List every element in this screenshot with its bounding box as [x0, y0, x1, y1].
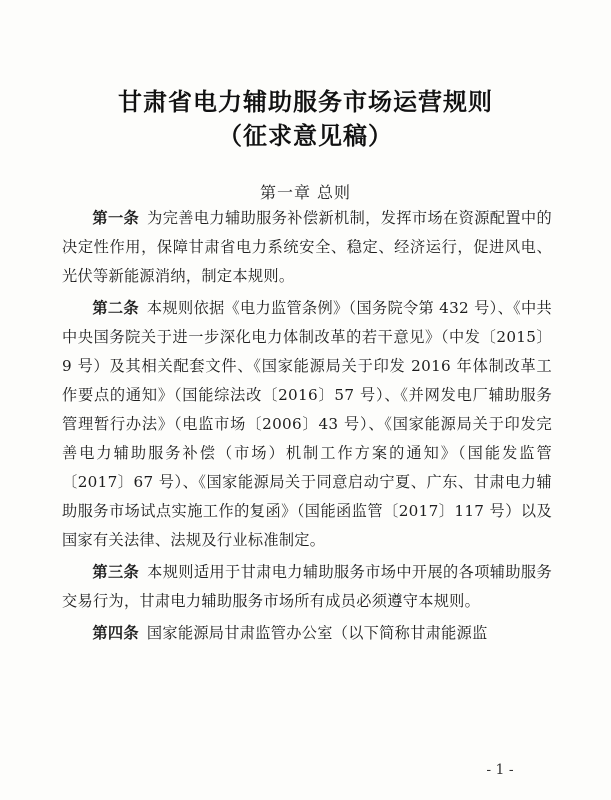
article-text: 为完善电力辅助服务补偿新机制，发挥市场在资源配置中的决定性作用，保障甘肃省电力系统安全、稳定、经济运行，促进风电、光伏等新能源消纳，制定本规则。: [62, 209, 552, 285]
article-2: [62, 294, 552, 555]
article-text: 本规则依据《电力监管条例》（国务院令第 432 号）、《中共中央国务院关于进一步深化电力体制改革的若干意见》（中发〔2015〕9 号）及其相关配套文件、《国家能源局关于印发 2016 年体制改革工作要点的通知》（国能综法改〔2016〕57 号）、《并网发电厂辅助服务管理暂行办法》（电监市场〔2006〕43 号）、《国家能源局关于印发完善电力辅助服务补偿（市场）机制工作方案的通知》（国能发监管〔2017〕67 号）、《国家能源局关于同意启动宁夏、广东、甘肃电力辅助服务市场试点实施工作的复函》（国能函监管〔2017〕117 号）以及国家有关法律、法规及行业标准制定。: [62, 299, 552, 549]
article-text: 本规则适用于甘肃电力辅助服务市场中开展的各项辅助服务交易行为，甘肃电力辅助服务市场所有成员必须遵守本规则。: [62, 563, 552, 610]
document-body: [62, 204, 552, 651]
article-label: 第一条: [92, 209, 140, 227]
article-label: 第二条: [92, 299, 139, 317]
article-1: [62, 204, 552, 291]
chapter-heading: 第一章 总则: [259, 183, 352, 202]
document-subtitle: （征求意见稿）: [218, 122, 393, 150]
article-text: 国家能源局甘肃监管办公室（以下简称甘肃能源监: [146, 624, 488, 642]
page-number: - 1 -: [486, 762, 514, 778]
article-4: [62, 619, 552, 648]
article-label: 第四条: [92, 624, 139, 642]
article-label: 第三条: [92, 563, 140, 581]
document-title: 甘肃省电力辅助服务市场运营规则: [118, 88, 493, 116]
article-3: [62, 558, 552, 616]
